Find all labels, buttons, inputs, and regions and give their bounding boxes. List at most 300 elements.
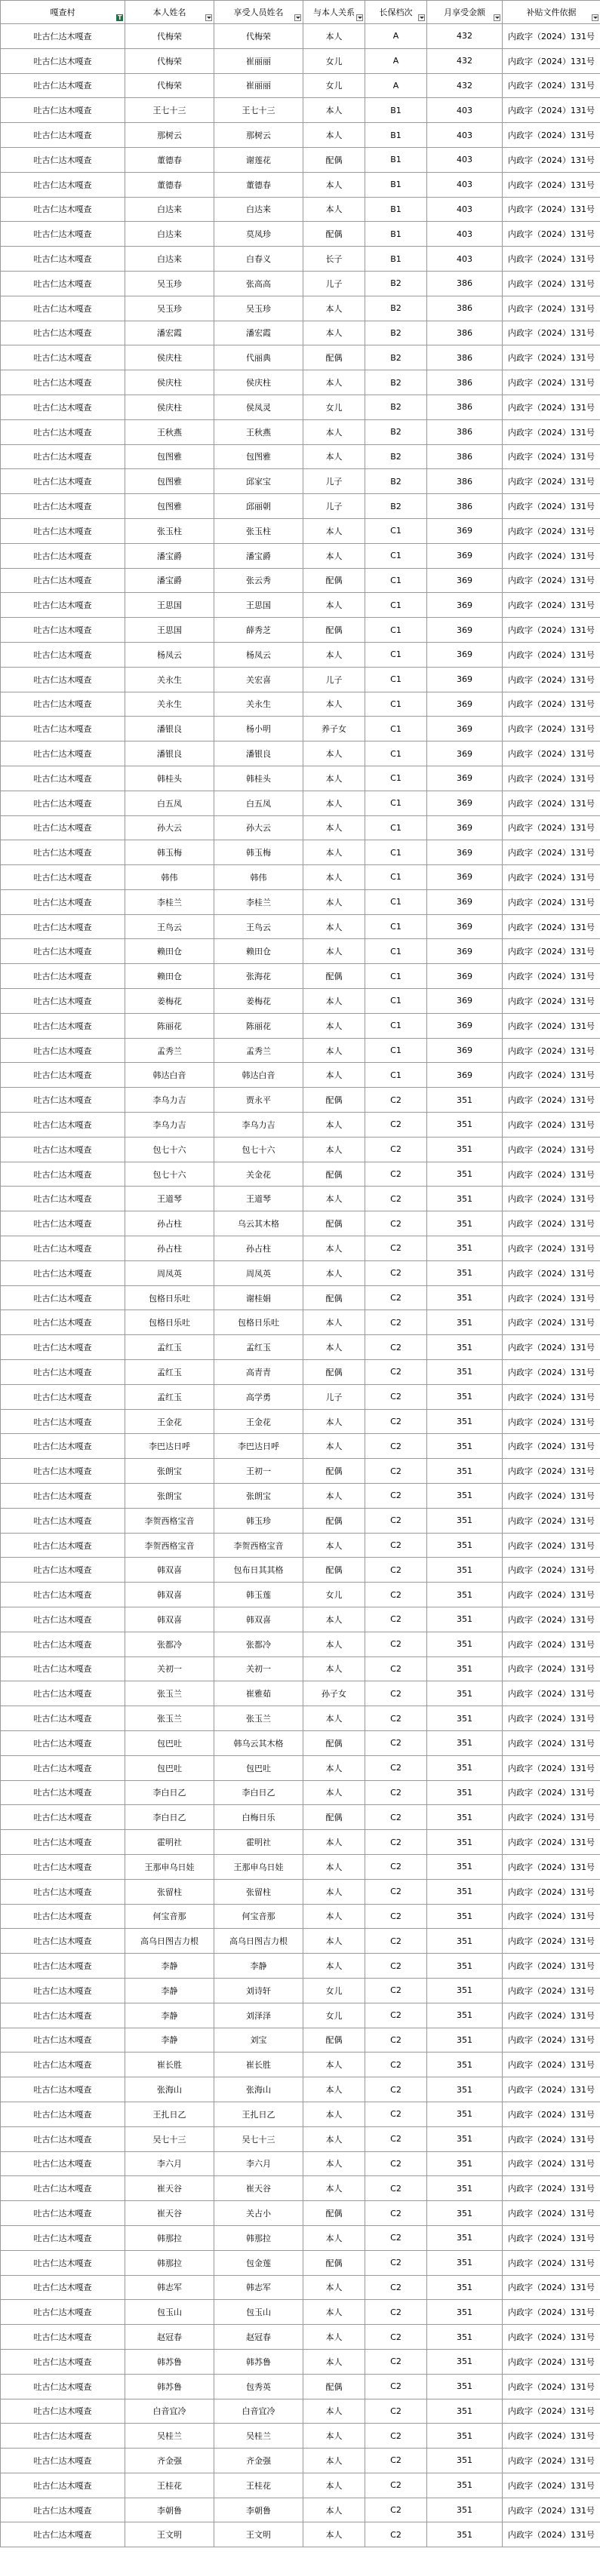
cell-name[interactable]: 张玉兰: [125, 1681, 214, 1706]
cell-village[interactable]: 吐古仁达木嘎查: [1, 2250, 125, 2275]
cell-level[interactable]: C2: [365, 2003, 427, 2028]
cell-village[interactable]: 吐古仁达木嘎查: [1, 1607, 125, 1632]
cell-village[interactable]: 吐古仁达木嘎查: [1, 1484, 125, 1509]
cell-beneficiary[interactable]: 包图雅: [214, 444, 303, 469]
cell-name[interactable]: 王桂花: [125, 2473, 214, 2498]
cell-document[interactable]: 内政字（2024）131号: [503, 172, 600, 197]
cell-document[interactable]: 内政字（2024）131号: [503, 2151, 600, 2176]
cell-village[interactable]: 吐古仁达木嘎查: [1, 518, 125, 543]
cell-amount[interactable]: 351: [427, 2522, 503, 2547]
cell-beneficiary[interactable]: 李六月: [214, 2151, 303, 2176]
cell-beneficiary[interactable]: 张朗宝: [214, 1484, 303, 1509]
cell-village[interactable]: 吐古仁达木嘎查: [1, 741, 125, 766]
cell-document[interactable]: 内政字（2024）131号: [503, 1409, 600, 1434]
cell-level[interactable]: C1: [365, 914, 427, 939]
cell-amount[interactable]: 351: [427, 2473, 503, 2498]
cell-beneficiary[interactable]: 王金花: [214, 1409, 303, 1434]
cell-amount[interactable]: 386: [427, 469, 503, 494]
cell-village[interactable]: 吐古仁达木嘎查: [1, 1755, 125, 1780]
cell-relation[interactable]: 本人: [303, 197, 365, 222]
cell-amount[interactable]: 403: [427, 98, 503, 123]
cell-beneficiary[interactable]: 包七十六: [214, 1137, 303, 1162]
cell-level[interactable]: C2: [365, 1805, 427, 1830]
cell-level[interactable]: C2: [365, 2522, 427, 2547]
cell-village[interactable]: 吐古仁达木嘎查: [1, 2028, 125, 2053]
cell-relation[interactable]: 本人: [303, 692, 365, 717]
cell-level[interactable]: C1: [365, 840, 427, 865]
cell-name[interactable]: 张朗宝: [125, 1459, 214, 1484]
cell-amount[interactable]: 386: [427, 494, 503, 519]
cell-beneficiary[interactable]: 崔丽丽: [214, 73, 303, 98]
cell-document[interactable]: 内政字（2024）131号: [503, 939, 600, 964]
cell-relation[interactable]: 女儿: [303, 48, 365, 73]
cell-village[interactable]: 吐古仁达木嘎查: [1, 1508, 125, 1533]
cell-name[interactable]: 潘银良: [125, 717, 214, 741]
cell-beneficiary[interactable]: 包金莲: [214, 2250, 303, 2275]
cell-beneficiary[interactable]: 韩双喜: [214, 1607, 303, 1632]
cell-amount[interactable]: 351: [427, 1533, 503, 1558]
cell-relation[interactable]: 本人: [303, 172, 365, 197]
cell-beneficiary[interactable]: 李贺西格宝音: [214, 1533, 303, 1558]
cell-village[interactable]: 吐古仁达木嘎查: [1, 494, 125, 519]
cell-name[interactable]: 李乌力吉: [125, 1088, 214, 1113]
cell-name[interactable]: 韩那拉: [125, 2225, 214, 2250]
cell-name[interactable]: 赖田仓: [125, 964, 214, 989]
cell-amount[interactable]: 369: [427, 791, 503, 815]
cell-document[interactable]: 内政字（2024）131号: [503, 1187, 600, 1211]
cell-document[interactable]: 内政字（2024）131号: [503, 1730, 600, 1755]
cell-level[interactable]: C1: [365, 543, 427, 568]
cell-document[interactable]: 内政字（2024）131号: [503, 296, 600, 321]
cell-document[interactable]: 内政字（2024）131号: [503, 1113, 600, 1138]
cell-document[interactable]: 内政字（2024）131号: [503, 2275, 600, 2300]
cell-beneficiary[interactable]: 张海山: [214, 2077, 303, 2102]
cell-name[interactable]: 李六月: [125, 2151, 214, 2176]
cell-document[interactable]: 内政字（2024）131号: [503, 24, 600, 49]
cell-name[interactable]: 韩玉梅: [125, 840, 214, 865]
cell-village[interactable]: 吐古仁达木嘎查: [1, 1681, 125, 1706]
cell-relation[interactable]: 本人: [303, 2053, 365, 2077]
cell-relation[interactable]: 儿子: [303, 494, 365, 519]
cell-beneficiary[interactable]: 王桂花: [214, 2473, 303, 2498]
cell-name[interactable]: 韩双喜: [125, 1558, 214, 1583]
cell-amount[interactable]: 432: [427, 73, 503, 98]
cell-name[interactable]: 韩苏鲁: [125, 2349, 214, 2374]
cell-level[interactable]: C2: [365, 2449, 427, 2473]
cell-amount[interactable]: 351: [427, 1954, 503, 1979]
cell-beneficiary[interactable]: 韩苏鲁: [214, 2349, 303, 2374]
cell-document[interactable]: 内政字（2024）131号: [503, 1236, 600, 1261]
cell-beneficiary[interactable]: 白达来: [214, 197, 303, 222]
cell-amount[interactable]: 403: [427, 247, 503, 272]
cell-name[interactable]: 李乌力吉: [125, 1113, 214, 1138]
cell-document[interactable]: 内政字（2024）131号: [503, 989, 600, 1014]
header-level[interactable]: 长保档次: [365, 1, 427, 24]
cell-name[interactable]: 崔天谷: [125, 2176, 214, 2201]
cell-relation[interactable]: 配偶: [303, 1730, 365, 1755]
cell-beneficiary[interactable]: 崔丽丽: [214, 48, 303, 73]
cell-village[interactable]: 吐古仁达木嘎查: [1, 48, 125, 73]
cell-document[interactable]: 内政字（2024）131号: [503, 1384, 600, 1409]
cell-amount[interactable]: 351: [427, 2399, 503, 2424]
cell-beneficiary[interactable]: 吴玉珍: [214, 296, 303, 321]
cell-document[interactable]: 内政字（2024）131号: [503, 914, 600, 939]
cell-relation[interactable]: 本人: [303, 1830, 365, 1855]
cell-name[interactable]: 代梅荣: [125, 73, 214, 98]
cell-document[interactable]: 内政字（2024）131号: [503, 815, 600, 840]
cell-level[interactable]: B2: [365, 419, 427, 444]
cell-level[interactable]: C2: [365, 2424, 427, 2449]
cell-name[interactable]: 韩双喜: [125, 1583, 214, 1607]
cell-beneficiary[interactable]: 赖田仓: [214, 939, 303, 964]
cell-document[interactable]: 内政字（2024）131号: [503, 1755, 600, 1780]
cell-beneficiary[interactable]: 吴七十三: [214, 2126, 303, 2151]
cell-name[interactable]: 孟红玉: [125, 1360, 214, 1385]
header-amount[interactable]: 月享受金额: [427, 1, 503, 24]
cell-village[interactable]: 吐古仁达木嘎查: [1, 1310, 125, 1335]
cell-relation[interactable]: 本人: [303, 2473, 365, 2498]
cell-document[interactable]: 内政字（2024）131号: [503, 2126, 600, 2151]
cell-document[interactable]: 内政字（2024）131号: [503, 2325, 600, 2350]
cell-amount[interactable]: 351: [427, 2102, 503, 2126]
cell-village[interactable]: 吐古仁达木嘎查: [1, 791, 125, 815]
cell-level[interactable]: A: [365, 24, 427, 49]
cell-beneficiary[interactable]: 关宏喜: [214, 667, 303, 692]
cell-relation[interactable]: 本人: [303, 1607, 365, 1632]
cell-village[interactable]: 吐古仁达木嘎查: [1, 1830, 125, 1855]
cell-relation[interactable]: 本人: [303, 1434, 365, 1459]
cell-beneficiary[interactable]: 王初一: [214, 1459, 303, 1484]
cell-document[interactable]: 内政字（2024）131号: [503, 1211, 600, 1236]
cell-beneficiary[interactable]: 包玉山: [214, 2300, 303, 2325]
header-relation[interactable]: 与本人关系: [303, 1, 365, 24]
cell-name[interactable]: 韩桂头: [125, 766, 214, 791]
cell-name[interactable]: 关初一: [125, 1656, 214, 1681]
cell-relation[interactable]: 本人: [303, 1137, 365, 1162]
cell-beneficiary[interactable]: 潘宝爵: [214, 543, 303, 568]
cell-name[interactable]: 代梅荣: [125, 48, 214, 73]
cell-name[interactable]: 王扎日乙: [125, 2102, 214, 2126]
cell-beneficiary[interactable]: 白梅日乐: [214, 1805, 303, 1830]
cell-document[interactable]: 内政字（2024）131号: [503, 865, 600, 890]
cell-name[interactable]: 潘宏霞: [125, 321, 214, 345]
header-name[interactable]: 本人姓名: [125, 1, 214, 24]
cell-level[interactable]: C2: [365, 1360, 427, 1385]
cell-village[interactable]: 吐古仁达木嘎查: [1, 2151, 125, 2176]
cell-village[interactable]: 吐古仁达木嘎查: [1, 271, 125, 296]
cell-beneficiary[interactable]: 邱家宝: [214, 469, 303, 494]
cell-document[interactable]: 内政字（2024）131号: [503, 48, 600, 73]
cell-amount[interactable]: 369: [427, 766, 503, 791]
cell-relation[interactable]: 配偶: [303, 1805, 365, 1830]
cell-document[interactable]: 内政字（2024）131号: [503, 271, 600, 296]
cell-level[interactable]: C1: [365, 865, 427, 890]
cell-level[interactable]: C2: [365, 1260, 427, 1285]
cell-village[interactable]: 吐古仁达木嘎查: [1, 1459, 125, 1484]
cell-level[interactable]: B1: [365, 123, 427, 148]
cell-document[interactable]: 内政字（2024）131号: [503, 1162, 600, 1187]
cell-village[interactable]: 吐古仁达木嘎查: [1, 1929, 125, 1954]
cell-beneficiary[interactable]: 张高高: [214, 271, 303, 296]
cell-village[interactable]: 吐古仁达木嘎查: [1, 989, 125, 1014]
cell-amount[interactable]: 386: [427, 345, 503, 370]
cell-document[interactable]: 内政字（2024）131号: [503, 1310, 600, 1335]
cell-village[interactable]: 吐古仁达木嘎查: [1, 1384, 125, 1409]
cell-beneficiary[interactable]: 张玉兰: [214, 1706, 303, 1731]
cell-village[interactable]: 吐古仁达木嘎查: [1, 2275, 125, 2300]
cell-beneficiary[interactable]: 韩伟: [214, 865, 303, 890]
cell-amount[interactable]: 386: [427, 444, 503, 469]
cell-level[interactable]: C2: [365, 2325, 427, 2350]
cell-beneficiary[interactable]: 白五凤: [214, 791, 303, 815]
cell-name[interactable]: 高乌日图吉力根: [125, 1929, 214, 1954]
cell-level[interactable]: C2: [365, 2201, 427, 2226]
cell-amount[interactable]: 369: [427, 889, 503, 914]
cell-amount[interactable]: 369: [427, 667, 503, 692]
cell-relation[interactable]: 本人: [303, 1706, 365, 1731]
cell-village[interactable]: 吐古仁达木嘎查: [1, 247, 125, 272]
cell-relation[interactable]: 本人: [303, 1013, 365, 1038]
filter-dropdown-icon[interactable]: [592, 14, 598, 21]
cell-amount[interactable]: 351: [427, 1260, 503, 1285]
cell-village[interactable]: 吐古仁达木嘎查: [1, 2176, 125, 2201]
cell-relation[interactable]: 本人: [303, 766, 365, 791]
cell-relation[interactable]: 本人: [303, 1854, 365, 1879]
cell-beneficiary[interactable]: 关金花: [214, 1162, 303, 1187]
cell-name[interactable]: 陈丽花: [125, 1013, 214, 1038]
cell-document[interactable]: 内政字（2024）131号: [503, 568, 600, 593]
cell-beneficiary[interactable]: 张留柱: [214, 1879, 303, 1904]
filter-active-icon[interactable]: [116, 14, 123, 21]
cell-document[interactable]: 内政字（2024）131号: [503, 1459, 600, 1484]
cell-level[interactable]: C2: [365, 2250, 427, 2275]
cell-amount[interactable]: 403: [427, 222, 503, 247]
cell-beneficiary[interactable]: 代梅荣: [214, 24, 303, 49]
cell-document[interactable]: 内政字（2024）131号: [503, 2349, 600, 2374]
cell-village[interactable]: 吐古仁达木嘎查: [1, 197, 125, 222]
cell-document[interactable]: 内政字（2024）131号: [503, 1805, 600, 1830]
cell-amount[interactable]: 351: [427, 2498, 503, 2522]
cell-name[interactable]: 韩达白音: [125, 1063, 214, 1088]
cell-document[interactable]: 内政字（2024）131号: [503, 1904, 600, 1929]
cell-amount[interactable]: 351: [427, 1211, 503, 1236]
cell-level[interactable]: C2: [365, 2498, 427, 2522]
cell-beneficiary[interactable]: 高乌日图吉力根: [214, 1929, 303, 1954]
cell-beneficiary[interactable]: 关占小: [214, 2201, 303, 2226]
cell-relation[interactable]: 本人: [303, 1780, 365, 1805]
cell-beneficiary[interactable]: 杨凤云: [214, 642, 303, 667]
cell-beneficiary[interactable]: 王鸟云: [214, 914, 303, 939]
cell-village[interactable]: 吐古仁达木嘎查: [1, 345, 125, 370]
cell-amount[interactable]: 351: [427, 2349, 503, 2374]
cell-name[interactable]: 孟红玉: [125, 1335, 214, 1360]
cell-relation[interactable]: 配偶: [303, 1558, 365, 1583]
cell-relation[interactable]: 本人: [303, 1187, 365, 1211]
cell-name[interactable]: 李桂兰: [125, 889, 214, 914]
cell-beneficiary[interactable]: 崔长胜: [214, 2053, 303, 2077]
cell-level[interactable]: C1: [365, 717, 427, 741]
cell-relation[interactable]: 配偶: [303, 2028, 365, 2053]
cell-name[interactable]: 吴玉珍: [125, 296, 214, 321]
cell-amount[interactable]: 351: [427, 1187, 503, 1211]
cell-relation[interactable]: 女儿: [303, 395, 365, 419]
cell-amount[interactable]: 351: [427, 1780, 503, 1805]
cell-level[interactable]: C2: [365, 1681, 427, 1706]
cell-village[interactable]: 吐古仁达木嘎查: [1, 222, 125, 247]
cell-amount[interactable]: 351: [427, 2151, 503, 2176]
cell-relation[interactable]: 本人: [303, 1113, 365, 1138]
cell-village[interactable]: 吐古仁达木嘎查: [1, 1260, 125, 1285]
cell-village[interactable]: 吐古仁达木嘎查: [1, 1558, 125, 1583]
cell-beneficiary[interactable]: 邱丽朝: [214, 494, 303, 519]
cell-level[interactable]: C2: [365, 1285, 427, 1310]
cell-level[interactable]: C2: [365, 1533, 427, 1558]
cell-relation[interactable]: 本人: [303, 2102, 365, 2126]
cell-name[interactable]: 孙占柱: [125, 1236, 214, 1261]
cell-level[interactable]: C2: [365, 2473, 427, 2498]
cell-name[interactable]: 李贺西格宝音: [125, 1508, 214, 1533]
cell-amount[interactable]: 432: [427, 48, 503, 73]
cell-relation[interactable]: 本人: [303, 2424, 365, 2449]
cell-village[interactable]: 吐古仁达木嘎查: [1, 1434, 125, 1459]
cell-document[interactable]: 内政字（2024）131号: [503, 518, 600, 543]
cell-document[interactable]: 内政字（2024）131号: [503, 889, 600, 914]
cell-name[interactable]: 王道琴: [125, 1187, 214, 1211]
cell-amount[interactable]: 351: [427, 1854, 503, 1879]
header-document[interactable]: 补贴文件依据: [503, 1, 600, 24]
cell-beneficiary[interactable]: 代丽典: [214, 345, 303, 370]
cell-document[interactable]: 内政字（2024）131号: [503, 2102, 600, 2126]
cell-amount[interactable]: 351: [427, 1360, 503, 1385]
cell-name[interactable]: 王七十三: [125, 98, 214, 123]
cell-document[interactable]: 内政字（2024）131号: [503, 1088, 600, 1113]
cell-relation[interactable]: 本人: [303, 939, 365, 964]
cell-level[interactable]: B1: [365, 197, 427, 222]
cell-village[interactable]: 吐古仁达木嘎查: [1, 1533, 125, 1558]
cell-relation[interactable]: 本人: [303, 1656, 365, 1681]
cell-relation[interactable]: 本人: [303, 1335, 365, 1360]
cell-amount[interactable]: 403: [427, 147, 503, 172]
cell-document[interactable]: 内政字（2024）131号: [503, 98, 600, 123]
cell-name[interactable]: 吴玉珍: [125, 271, 214, 296]
cell-amount[interactable]: 386: [427, 321, 503, 345]
cell-relation[interactable]: 本人: [303, 2275, 365, 2300]
cell-amount[interactable]: 351: [427, 1632, 503, 1656]
cell-beneficiary[interactable]: 王七十三: [214, 98, 303, 123]
cell-level[interactable]: C2: [365, 1137, 427, 1162]
cell-level[interactable]: C2: [365, 1384, 427, 1409]
cell-beneficiary[interactable]: 孙占柱: [214, 1236, 303, 1261]
cell-beneficiary[interactable]: 张都冷: [214, 1632, 303, 1656]
cell-name[interactable]: 王金花: [125, 1409, 214, 1434]
cell-beneficiary[interactable]: 李乌力吉: [214, 1113, 303, 1138]
cell-level[interactable]: C1: [365, 1013, 427, 1038]
cell-amount[interactable]: 351: [427, 2053, 503, 2077]
cell-document[interactable]: 内政字（2024）131号: [503, 469, 600, 494]
cell-level[interactable]: C2: [365, 2102, 427, 2126]
cell-level[interactable]: B2: [365, 296, 427, 321]
cell-amount[interactable]: 351: [427, 1978, 503, 2003]
cell-level[interactable]: C1: [365, 939, 427, 964]
cell-document[interactable]: 内政字（2024）131号: [503, 1656, 600, 1681]
cell-name[interactable]: 包七十六: [125, 1137, 214, 1162]
cell-amount[interactable]: 351: [427, 2003, 503, 2028]
cell-level[interactable]: C1: [365, 1063, 427, 1088]
cell-document[interactable]: 内政字（2024）131号: [503, 1360, 600, 1385]
cell-beneficiary[interactable]: 韩志军: [214, 2275, 303, 2300]
cell-amount[interactable]: 351: [427, 2126, 503, 2151]
cell-name[interactable]: 韩那拉: [125, 2250, 214, 2275]
cell-relation[interactable]: 本人: [303, 1260, 365, 1285]
cell-document[interactable]: 内政字（2024）131号: [503, 642, 600, 667]
cell-document[interactable]: 内政字（2024）131号: [503, 1508, 600, 1533]
cell-level[interactable]: C1: [365, 593, 427, 618]
cell-level[interactable]: C2: [365, 2225, 427, 2250]
cell-village[interactable]: 吐古仁达木嘎查: [1, 469, 125, 494]
cell-village[interactable]: 吐古仁达木嘎查: [1, 1285, 125, 1310]
cell-amount[interactable]: 351: [427, 1484, 503, 1509]
cell-beneficiary[interactable]: 包布日其其格: [214, 1558, 303, 1583]
cell-name[interactable]: 韩志军: [125, 2275, 214, 2300]
cell-village[interactable]: 吐古仁达木嘎查: [1, 618, 125, 643]
cell-relation[interactable]: 配偶: [303, 568, 365, 593]
cell-relation[interactable]: 本人: [303, 2399, 365, 2424]
cell-level[interactable]: C1: [365, 518, 427, 543]
cell-name[interactable]: 包格日乐吐: [125, 1285, 214, 1310]
cell-document[interactable]: 内政字（2024）131号: [503, 1954, 600, 1979]
cell-document[interactable]: 内政字（2024）131号: [503, 147, 600, 172]
cell-beneficiary[interactable]: 李白日乙: [214, 1780, 303, 1805]
cell-document[interactable]: 内政字（2024）131号: [503, 1780, 600, 1805]
cell-village[interactable]: 吐古仁达木嘎查: [1, 2225, 125, 2250]
cell-document[interactable]: 内政字（2024）131号: [503, 2424, 600, 2449]
cell-relation[interactable]: 配偶: [303, 2250, 365, 2275]
cell-village[interactable]: 吐古仁达木嘎查: [1, 667, 125, 692]
cell-name[interactable]: 李静: [125, 2003, 214, 2028]
cell-amount[interactable]: 351: [427, 2176, 503, 2201]
cell-level[interactable]: C2: [365, 1607, 427, 1632]
cell-amount[interactable]: 351: [427, 2424, 503, 2449]
cell-name[interactable]: 白达来: [125, 197, 214, 222]
cell-beneficiary[interactable]: 孟红玉: [214, 1335, 303, 1360]
cell-level[interactable]: C2: [365, 1484, 427, 1509]
cell-relation[interactable]: 儿子: [303, 469, 365, 494]
cell-beneficiary[interactable]: 董德春: [214, 172, 303, 197]
cell-amount[interactable]: 369: [427, 989, 503, 1014]
cell-amount[interactable]: 351: [427, 1162, 503, 1187]
cell-relation[interactable]: 本人: [303, 2126, 365, 2151]
cell-beneficiary[interactable]: 韩玉珍: [214, 1508, 303, 1533]
cell-level[interactable]: C2: [365, 1211, 427, 1236]
cell-amount[interactable]: 351: [427, 2250, 503, 2275]
cell-relation[interactable]: 女儿: [303, 2003, 365, 2028]
cell-beneficiary[interactable]: 薛秀芝: [214, 618, 303, 643]
cell-name[interactable]: 孟红玉: [125, 1384, 214, 1409]
cell-name[interactable]: 关永生: [125, 667, 214, 692]
cell-level[interactable]: B2: [365, 469, 427, 494]
cell-village[interactable]: 吐古仁达木嘎查: [1, 815, 125, 840]
cell-name[interactable]: 包图雅: [125, 469, 214, 494]
cell-relation[interactable]: 本人: [303, 2522, 365, 2547]
cell-beneficiary[interactable]: 贾永平: [214, 1088, 303, 1113]
cell-village[interactable]: 吐古仁达木嘎查: [1, 1162, 125, 1187]
cell-document[interactable]: 内政字（2024）131号: [503, 2028, 600, 2053]
cell-relation[interactable]: 本人: [303, 1038, 365, 1063]
cell-document[interactable]: 内政字（2024）131号: [503, 1137, 600, 1162]
cell-level[interactable]: C2: [365, 1583, 427, 1607]
cell-village[interactable]: 吐古仁达木嘎查: [1, 1137, 125, 1162]
cell-level[interactable]: C2: [365, 1088, 427, 1113]
